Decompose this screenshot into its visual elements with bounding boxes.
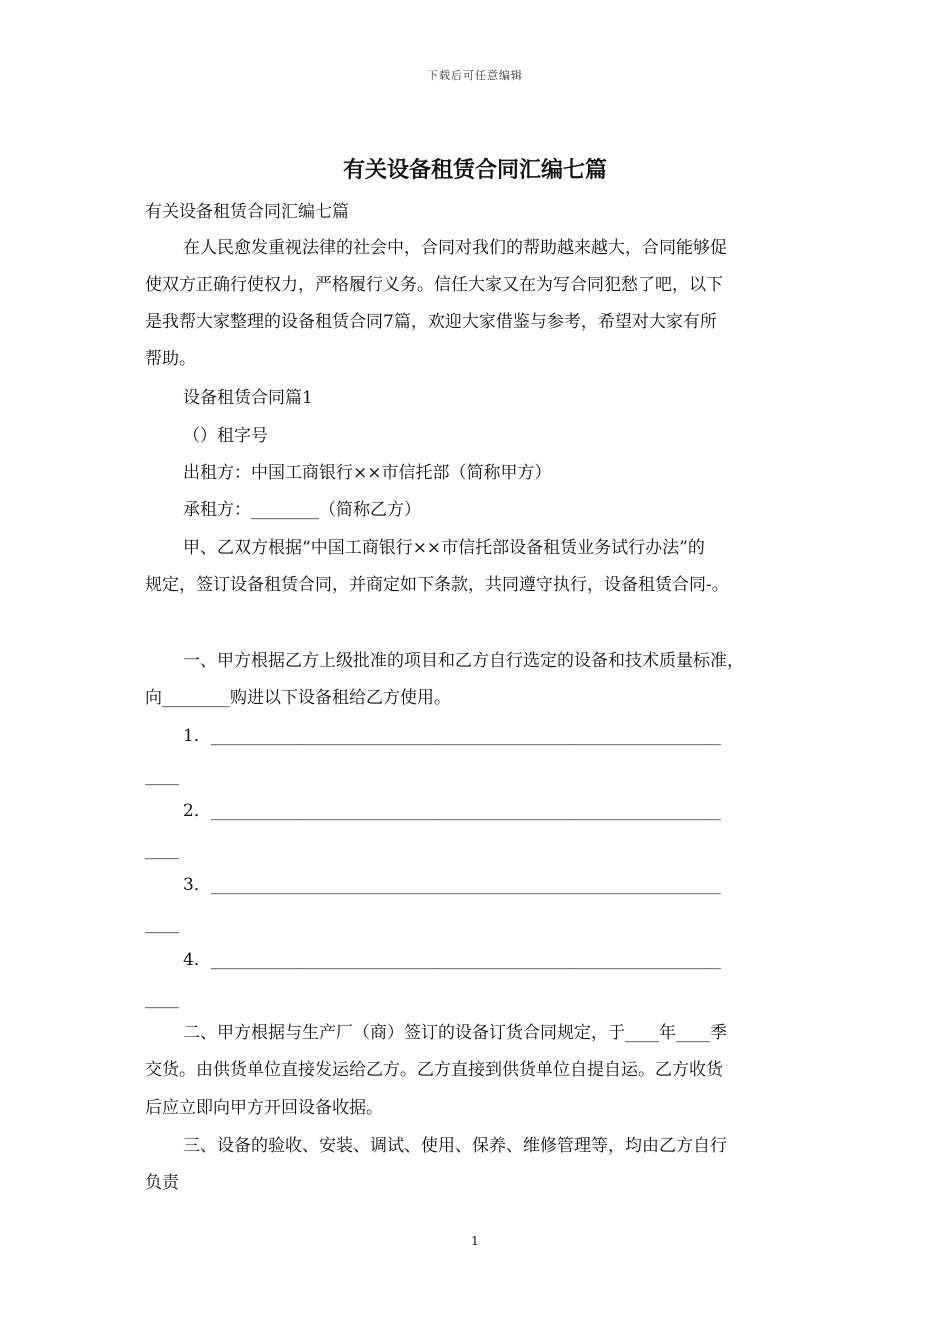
clause-line: 三、设备的验收、安装、调试、使用、保养、维修管理等，均由乙方自行 bbox=[183, 1136, 727, 1156]
subtitle-line: 有关设备租赁合同汇编七篇 bbox=[145, 202, 349, 222]
list-item-continuation: ____ bbox=[145, 914, 179, 934]
list-item-continuation: ____ bbox=[145, 766, 179, 786]
clause-line: 一、甲方根据乙方上级批准的项目和乙方自行选定的设备和技术质量标准， bbox=[183, 651, 744, 671]
page-header: 下载后可任意编辑 bbox=[427, 69, 523, 82]
intro-paragraph-line: 使双方正确行使权力，严格履行义务。信任大家又在为写合同犯愁了吧，以下 bbox=[145, 275, 723, 295]
clause-line: 负责 bbox=[145, 1173, 179, 1193]
lessor-line: 出租方：中国工商银行××市信托部（简称甲方） bbox=[183, 463, 552, 483]
list-item-continuation: ____ bbox=[145, 989, 179, 1009]
list-item-continuation: ____ bbox=[145, 840, 179, 860]
lessee-line: 承租方：________（简称乙方） bbox=[183, 500, 421, 520]
list-item-line: 3．____________________________________________________________ bbox=[183, 875, 721, 895]
paragraph-line: 规定，签订设备租赁合同，并商定如下条款，共同遵守执行，设备租赁合同-。 bbox=[145, 575, 729, 595]
paragraph-line: 甲、乙双方根据“中国工商银行××市信托部设备租赁业务试行办法”的 bbox=[183, 538, 705, 558]
document-title: 有关设备租赁合同汇编七篇 bbox=[342, 157, 607, 183]
clause-line: 交货。由供货单位直接发运给乙方。乙方直接到供货单位自提自运。乙方收货 bbox=[145, 1060, 723, 1080]
list-item-line: 1．____________________________________________________________ bbox=[183, 726, 721, 746]
intro-paragraph-line: 是我帮大家整理的设备租赁合同7篇，欢迎大家借鉴与参考，希望对大家有所 bbox=[145, 312, 717, 332]
page-number: 1 bbox=[471, 1234, 479, 1248]
list-item-line: 4．____________________________________________________________ bbox=[183, 950, 721, 970]
intro-paragraph-line: 在人民愈发重视法律的社会中，合同对我们的帮助越来越大，合同能够促 bbox=[183, 238, 727, 258]
clause-line: 后应立即向甲方开回设备收据。 bbox=[145, 1098, 383, 1118]
list-item-line: 2．____________________________________________________________ bbox=[183, 801, 721, 821]
clause-line: 向________购进以下设备租给乙方使用。 bbox=[145, 688, 451, 708]
clause-line: 二、甲方根据与生产厂（商）签订的设备订货合同规定，于____年____季 bbox=[183, 1023, 727, 1043]
intro-paragraph-line: 帮助。 bbox=[145, 349, 196, 369]
section-heading: 设备租赁合同篇1 bbox=[183, 388, 313, 408]
contract-number-line: （）租字号 bbox=[183, 426, 268, 446]
